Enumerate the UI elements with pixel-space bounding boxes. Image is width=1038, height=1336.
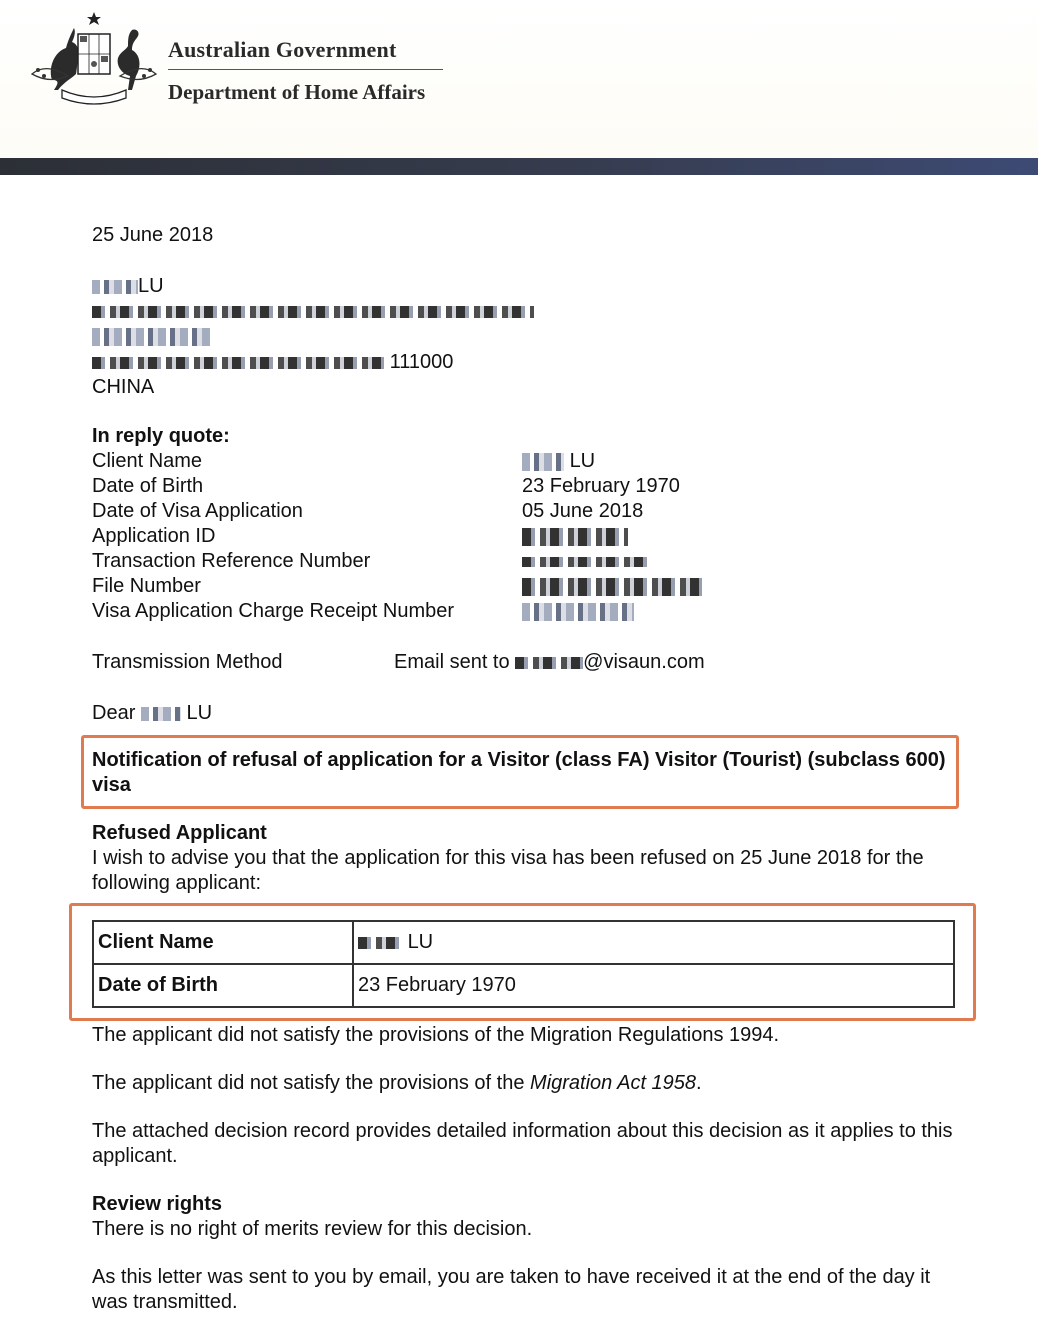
reply-value-application-id: [522, 524, 628, 549]
salutation: [92, 701, 212, 726]
refused-applicant-text: I wish to advise you that the application for this visa has been refused on 25 June 2018 for the following applicant:: [92, 847, 924, 894]
table-value-client-name: [353, 921, 954, 964]
para-act-suffix: .: [696, 1072, 702, 1094]
email-domain: @visaun.com: [583, 651, 705, 673]
notification-title: Notification of refusal of application for a Visitor (class FA) Visitor (Tourist) (subclass 600) visa: [92, 749, 946, 796]
para-decision-record: The attached decision record provides detailed information about this decision as it applies to this applicant.: [92, 1120, 953, 1167]
header-band: [0, 158, 1038, 175]
redacted-text: [92, 328, 210, 346]
transmission-value: [394, 650, 705, 675]
reply-label-client-name: Client Name: [92, 450, 203, 472]
redacted-text: [522, 578, 702, 596]
redacted-text: [522, 528, 628, 546]
reply-label-transaction-ref: Transaction Reference Number: [92, 550, 371, 572]
table-label-dob: Date of Birth: [93, 964, 353, 1007]
redacted-text: [522, 603, 634, 621]
reply-label-vac-receipt: Visa Application Charge Receipt Number: [92, 600, 455, 622]
refused-applicant-heading: Refused Applicant: [92, 822, 267, 844]
government-name: Australian Government: [168, 37, 397, 62]
redacted-text: [92, 306, 534, 318]
redacted-text: [522, 557, 650, 567]
transmission-label: Transmission Method: [92, 651, 283, 673]
redacted-text: [92, 357, 384, 369]
table-row: [93, 964, 954, 1007]
address-line-2: [92, 324, 210, 349]
letterhead: [0, 0, 1038, 158]
redacted-text: [358, 937, 402, 949]
reply-quote-heading: In reply quote:: [92, 425, 230, 447]
address-line-3: [92, 350, 453, 375]
transmission-prefix: Email sent to: [394, 651, 510, 673]
recipient-country: CHINA: [92, 376, 155, 398]
reply-label-dob: Date of Birth: [92, 475, 204, 497]
reply-label-application-id: Application ID: [92, 525, 216, 547]
review-rights-text: There is no right of merits review for this decision.: [92, 1218, 533, 1240]
para-act: [92, 1071, 962, 1096]
recipient-name-suffix: LU: [138, 275, 164, 297]
reply-value-dob: 23 February 1970: [522, 475, 680, 497]
postcode: 111000: [389, 351, 454, 373]
table-row: [93, 921, 954, 964]
table-value-dob: 23 February 1970: [353, 964, 954, 1007]
table-label-client-name: Client Name: [93, 921, 353, 964]
address-line-1: [92, 299, 534, 324]
reply-value-transaction-ref: [522, 549, 650, 574]
applicant-table: [92, 920, 955, 1008]
table-client-name-suffix: LU: [407, 931, 434, 953]
redacted-text: [522, 453, 564, 471]
para-email: As this letter was sent to you by email, you are taken to have received it at the end of the day it was transmitted.: [92, 1266, 931, 1313]
reply-value-application-date: 05 June 2018: [522, 500, 644, 522]
reply-value-vac-receipt: [522, 599, 634, 624]
salutation-prefix: Dear: [92, 702, 136, 724]
reply-label-application-date: Date of Visa Application: [92, 500, 303, 522]
para-act-prefix: The applicant did not satisfy the provisions of the: [92, 1072, 531, 1094]
reply-label-file-number: File Number: [92, 575, 201, 597]
salutation-name-suffix: LU: [186, 702, 213, 724]
redacted-text: [515, 657, 583, 669]
client-name-suffix: LU: [569, 450, 596, 472]
reply-value-client-name: [522, 449, 595, 474]
coat-of-arms-icon: [28, 10, 160, 106]
redacted-text: [92, 280, 138, 294]
letter-date: 25 June 2018: [92, 224, 214, 246]
para-regulations: The applicant did not satisfy the provisions of the Migration Regulations 1994.: [92, 1024, 780, 1046]
redacted-text: [141, 707, 181, 721]
reply-value-file-number: [522, 574, 702, 599]
para-act-title: Migration Act 1958: [530, 1072, 697, 1094]
recipient-name: [92, 274, 164, 299]
letterhead-rule: [168, 69, 443, 70]
department-name: Department of Home Affairs: [168, 80, 426, 104]
review-rights-heading: Review rights: [92, 1193, 223, 1215]
